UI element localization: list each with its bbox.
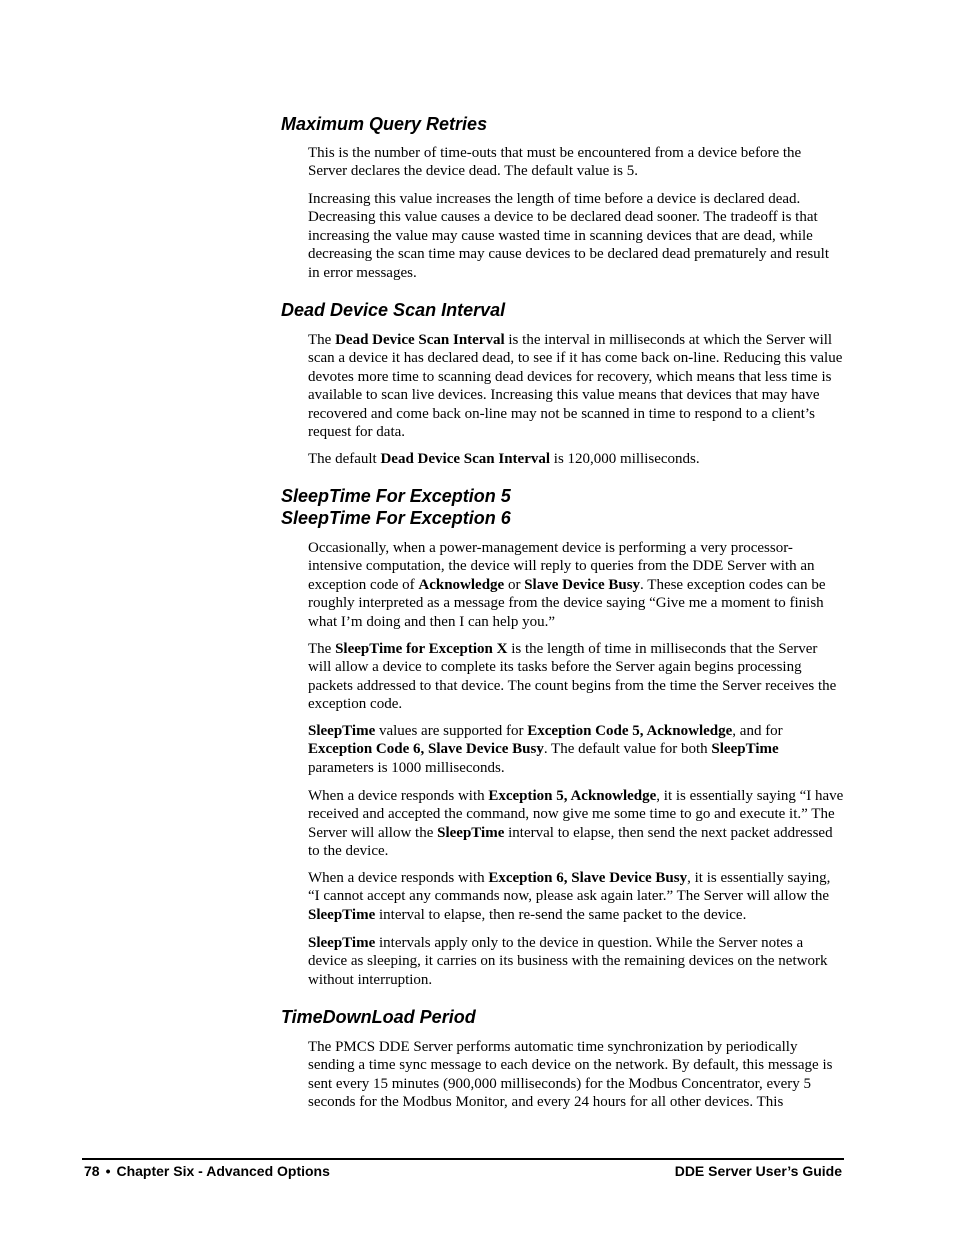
heading-timedownload-period: TimeDownLoad Period (281, 1007, 476, 1027)
heading-maximum-query-retries: Maximum Query Retries (281, 114, 488, 134)
paragraph-max-query-2: Increasing this value increases the length of time before a device is declared dead. Decreasing this value causes a device to be declared dead sooner. The tradeoff is that increasing the value may cause wasted time in scanning devices that are dead, while decreasing the scan time may cause devices to be declared dead prematurely and result in error messages. (308, 191, 830, 281)
paragraph-sleeptime-4: When a device responds with Exception 5, Acknowledge, it is essentially saying “I have received and accepted the command, now give me some time to go and execute it.” The Server will allow the SleepTime interval to elapse, then send the next packet addressed to the device. (308, 788, 844, 860)
heading-dead-device-scan-interval: Dead Device Scan Interval (281, 300, 506, 320)
footer-bullet: • (105, 1163, 111, 1179)
page-number: 78 (84, 1163, 100, 1179)
heading-sleeptime-exception-5: SleepTime For Exception 5 (281, 486, 511, 506)
paragraph-sleeptime-1: Occasionally, when a power-management device is performing a very processor-intensive computation, the device will reply to queries from the DDE Server with an exception code of Acknowledge or Slave Device Busy. These exception codes can be roughly interpreted as a message from the device saying “Give me a moment to finish what I’m doing and then I can help you.” (308, 540, 826, 630)
paragraph-dead-device-1: The Dead Device Scan Interval is the interval in milliseconds at which the Server will scan a device it has declared dead, to see if it has come back on-line. Reducing this value devotes more time to scanning dead devices for recovery, which means that less time is available to scan live devices. Increasing this value means that devices that may have recovered and come back on-line may not be scanned in time to respond to a client’s request for data. (308, 332, 843, 441)
footer-chapter-info (84, 1162, 330, 1180)
footer-guide-title: DDE Server User’s Guide (674, 1163, 842, 1179)
paragraph-sleeptime-6: SleepTime intervals apply only to the device in question. While the Server notes a device as sleeping, it carries on its business with the remaining devices on the network without interruption. (308, 935, 828, 988)
paragraph-max-query-1: This is the number of time-outs that must be encountered from a device before the Server declares the device dead. The default value is 5. (308, 145, 802, 180)
paragraph-timedownload-1: The PMCS DDE Server performs automatic time synchronization by periodically sending a time sync message to each device on the network. By default, this message is sent every 15 minutes (900,000 milliseconds) for the Modbus Concentrator, every 5 seconds for the Modbus Monitor, and every 24 hours for all other devices. This (308, 1039, 833, 1111)
paragraph-sleeptime-3: SleepTime values are supported for Exception Code 5, Acknowledge, and for Exception Code 6, Slave Device Busy. The default value for both SleepTime parameters is 1000 milliseconds. (308, 723, 783, 776)
paragraph-sleeptime-5: When a device responds with Exception 6, Slave Device Busy, it is essentially saying, “I cannot accept any commands now, please ask again later.” The Server will allow the SleepTime interval to elapse, then re-send the same packet to the device. (308, 870, 831, 923)
paragraph-sleeptime-2: The SleepTime for Exception X is the length of time in milliseconds that the Server will allow a device to complete its tasks before the Server again begins processing packets addressed to that device. The count begins from the time the Server receives the exception code. (308, 641, 837, 713)
chapter-title: Chapter Six - Advanced Options (116, 1163, 330, 1179)
heading-sleeptime-exception-6: SleepTime For Exception 6 (281, 508, 511, 528)
paragraph-dead-device-2: The default Dead Device Scan Interval is 120,000 milliseconds. (308, 451, 700, 467)
footer-divider (82, 1158, 844, 1160)
